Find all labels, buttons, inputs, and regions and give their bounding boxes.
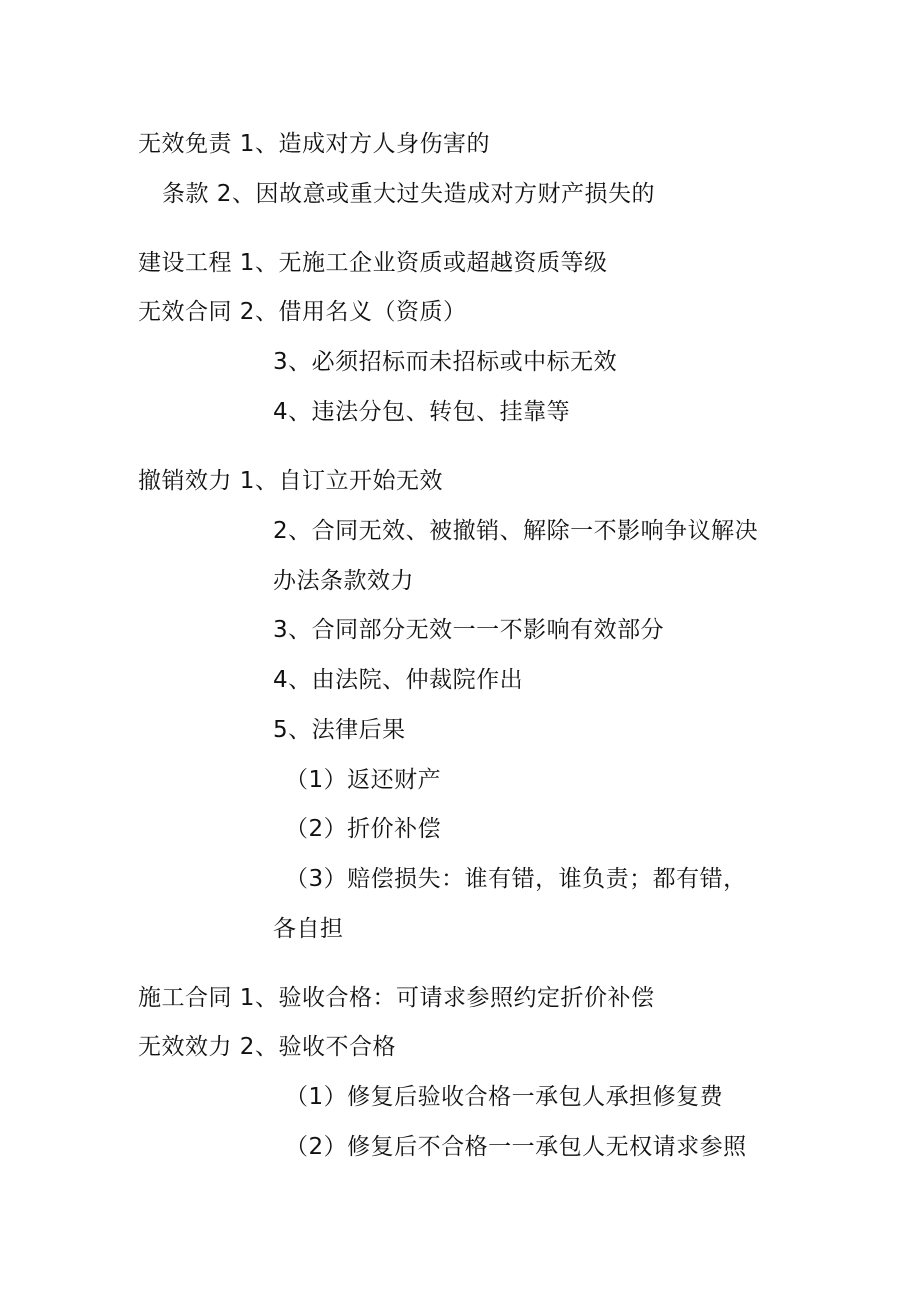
- text-line: 无效免责 1、造成对方人身伤害的: [138, 131, 490, 157]
- text-line: 撤销效力 1、自订立开始无效: [138, 468, 443, 494]
- text-line: 5、法律后果: [273, 717, 406, 743]
- text-line: 无效效力 2、验收不合格: [138, 1034, 396, 1060]
- text-line: 2、合同无效、被撤销、解除一不影响争议解决: [273, 518, 759, 544]
- text-line: 3、必须招标而未招标或中标无效: [273, 349, 618, 375]
- text-line: 4、由法院、仲裁院作出: [273, 667, 524, 693]
- text-line: 条款 2、因故意或重大过失造成对方财产损失的: [162, 181, 655, 207]
- text-line: 建设工程 1、无施工企业资质或超越资质等级: [138, 250, 608, 276]
- text-line: 4、违法分包、转包、挂靠等: [273, 399, 571, 425]
- text-line: （1）返还财产: [285, 767, 442, 793]
- text-line: 各自担: [273, 916, 344, 942]
- text-line: （2）修复后不合格一一承包人无权请求参照: [285, 1134, 747, 1160]
- text-line: 施工合同 1、验收合格：可请求参照约定折价补偿: [138, 985, 655, 1011]
- text-line: 3、合同部分无效一一不影响有效部分: [273, 617, 665, 643]
- text-line: （1）修复后验收合格一承包人承担修复费: [285, 1084, 724, 1110]
- text-line: （3）赔偿损失：谁有错，谁负责；都有错，: [285, 866, 747, 892]
- text-line: 办法条款效力: [273, 568, 414, 594]
- text-line: 无效合同 2、借用名义（资质）: [138, 299, 467, 325]
- text-line: （2）折价补偿: [285, 816, 442, 842]
